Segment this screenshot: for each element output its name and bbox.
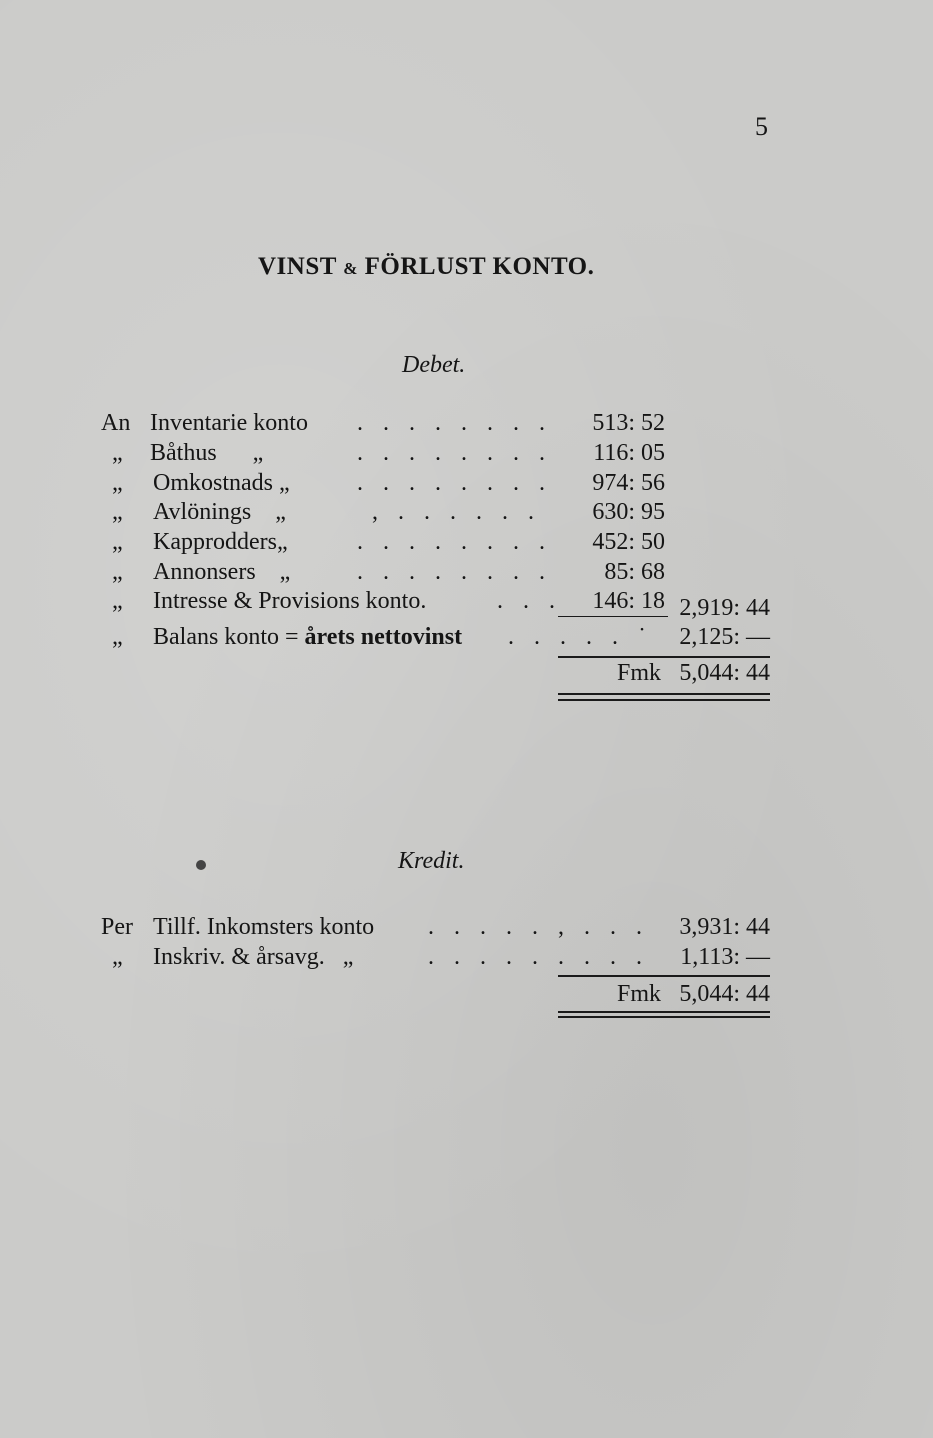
- debet-row: [0, 497, 933, 527]
- total-amount: 5,044: 44: [679, 981, 770, 1007]
- row-amount: 85: 68: [604, 559, 665, 585]
- debet-row: [0, 527, 933, 557]
- debet-heading: Debet.: [402, 352, 466, 378]
- row-prefix: Per: [101, 914, 133, 940]
- row-prefix: „: [112, 559, 123, 585]
- row-amount: 974: 56: [592, 470, 665, 496]
- balans-label: Balans konto =: [153, 624, 305, 650]
- row-label: Inskriv. & årsavg. „: [153, 944, 354, 970]
- row-amount: 116: 05: [593, 440, 665, 466]
- row-label: Avlönings „: [153, 499, 286, 525]
- balans-row: [0, 622, 933, 652]
- row-label: Intresse & Provisions konto.: [153, 588, 427, 614]
- balans-label-bold: årets nettovinst: [304, 624, 463, 650]
- page-title: [258, 253, 594, 281]
- ink-mark: [196, 860, 206, 870]
- row-leader: . . .: [497, 588, 562, 614]
- title-part-2: FÖRLUST KONTO.: [364, 253, 595, 280]
- double-rule-top: [558, 1011, 770, 1013]
- row-subtotal: 2,919: 44: [679, 595, 770, 621]
- row-prefix: „: [112, 588, 123, 614]
- debet-row: [0, 557, 933, 587]
- double-rule-bottom: [558, 699, 770, 701]
- kredit-total-rule: [558, 975, 770, 977]
- row-amount: 146: 18: [592, 588, 665, 614]
- row-leader: . . . . . . . .: [357, 529, 552, 555]
- double-rule-top: [558, 693, 770, 695]
- row-prefix: „: [112, 470, 123, 496]
- page-number: 5: [755, 112, 768, 141]
- total-amount: 5,044: 44: [679, 660, 770, 686]
- row-leader: . . . . . . . .: [357, 410, 552, 436]
- row-label: Inventarie konto: [150, 410, 308, 436]
- title-part-1: VINST: [258, 253, 337, 280]
- row-leader: . . . . . . . .: [357, 470, 552, 496]
- row-leader: , . . . . . .: [372, 499, 541, 525]
- kredit-row: [0, 942, 933, 972]
- row-amount: 1,113: —: [680, 944, 770, 970]
- debet-row: [0, 468, 933, 498]
- row-amount: 3,931: 44: [679, 914, 770, 940]
- kredit-row: [0, 912, 933, 942]
- row-amount: 513: 52: [592, 410, 665, 436]
- row-label: Båthus „: [150, 440, 264, 466]
- subtotal-rule: [558, 616, 668, 617]
- row-prefix: An: [101, 410, 131, 436]
- double-rule-bottom: [558, 1016, 770, 1018]
- row-prefix: „: [112, 944, 123, 970]
- row-prefix: „: [112, 624, 123, 650]
- row-leader: . . . . . . . .: [357, 559, 552, 585]
- debet-total-row: [0, 658, 933, 688]
- row-amount: 630: 95: [592, 499, 665, 525]
- row-leader: . . . . . . . .: [357, 440, 552, 466]
- row-label: [153, 622, 462, 652]
- kredit-total-row: [0, 979, 933, 1009]
- row-prefix: „: [112, 499, 123, 525]
- row-label: Kapprodders„: [153, 529, 288, 555]
- row-prefix: „: [112, 440, 123, 466]
- row-label: Omkostnads „: [153, 470, 290, 496]
- row-amount: 452: 50: [592, 529, 665, 555]
- row-label: Annonsers „: [153, 559, 291, 585]
- row-amount: 2,125: —: [679, 624, 770, 650]
- debet-row: [0, 408, 933, 438]
- total-currency: Fmk: [617, 981, 662, 1007]
- debet-row: [0, 438, 933, 468]
- row-leader: . . . . . . . . .: [428, 944, 649, 970]
- row-label: Tillf. Inkomsters konto: [153, 914, 375, 940]
- title-ampersand: &: [343, 259, 358, 278]
- kredit-heading: Kredit.: [398, 848, 465, 874]
- row-leader: . . . . . , . . .: [428, 914, 649, 940]
- row-prefix: „: [112, 529, 123, 555]
- total-currency: Fmk: [617, 660, 662, 686]
- debet-row: [0, 586, 933, 621]
- row-leader: . . . . . ˙: [508, 624, 653, 650]
